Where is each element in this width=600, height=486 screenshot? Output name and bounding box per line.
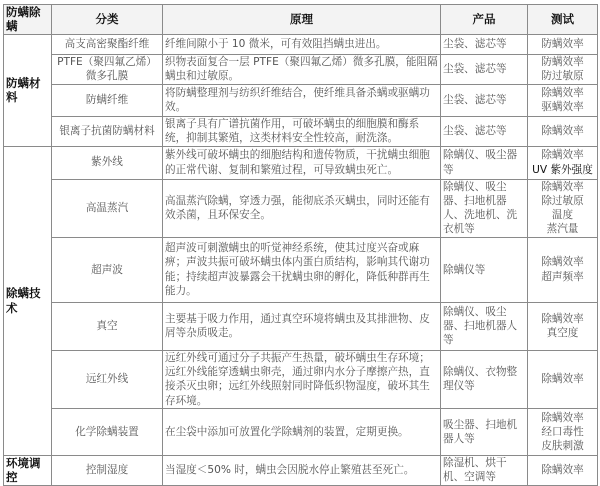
test-item: 除螨效率: [541, 180, 584, 193]
test-item: 防螨效率: [541, 55, 584, 68]
test-item: 除螨效率: [541, 464, 584, 477]
test-item: 经口毒性: [541, 425, 584, 438]
test-item: 驱螨效率: [541, 101, 584, 114]
test-item: 真空度: [546, 327, 579, 340]
category-cell: 紫外线: [52, 146, 163, 179]
principle-cell: 紫外线可破坏螨虫的细胞结构和遗传物质，干扰螨虫细胞的正常代谢、复制和繁殖过程，可导致螨虫死亡。: [163, 146, 441, 179]
product-cell: 除螨仪、衣物整理仪等: [441, 350, 528, 408]
principle-cell: 在尘袋中添加可放置化学除螨剂的装置，定期更换。: [163, 408, 441, 455]
table-row: [4, 408, 598, 455]
product-cell: 除螨仪、吸尘器等: [441, 146, 528, 179]
test-item: 除螨效率: [541, 256, 584, 269]
principle-cell: 将防螨整理剂与纺织纤维结合，使纤维具备杀螨或驱螨功效。: [163, 84, 441, 116]
table-container: [3, 4, 597, 486]
principle-cell: 远红外线可通过分子共振产生热量，破坏螨虫生存环境；远红外线能穿透螨虫卵壳，通过卵内水分子摩擦产热，直接杀灭虫卵；远红外线照射同时降低织物湿度，破坏其生存环境。: [163, 350, 441, 408]
test-item: 防过敏原: [541, 70, 584, 83]
category-cell: 真空: [52, 302, 163, 350]
principle-cell: 纤维间隙小于 10 微米，可有效阻挡螨虫进出。: [163, 34, 441, 54]
header-group: 防螨除螨: [4, 5, 52, 35]
test-cell: [528, 84, 598, 116]
table-row: [4, 84, 598, 116]
test-item: 防螨效率: [541, 37, 584, 50]
category-cell: 控制湿度: [52, 455, 163, 485]
principle-cell: 主要基于吸力作用，通过真空环境将螨虫及其排泄物、皮屑等杂质吸走。: [163, 302, 441, 350]
principle-cell: 当湿度＜50% 时，螨虫会因脱水停止繁殖甚至死亡。: [163, 455, 441, 485]
principle-cell: 银离子具有广谱抗菌作用，可破坏螨虫的细胞膜和酶系统，抑制其繁殖，这类材料安全性较高，耐洗涤。: [163, 116, 441, 146]
test-cell: [528, 54, 598, 84]
principle-cell: 织物表面复合一层 PTFE（聚四氟乙烯）微多孔膜，能阻隔螨虫和过敏原。: [163, 54, 441, 84]
test-item: 除螨效率: [541, 149, 584, 162]
test-item: 除螨效率: [541, 86, 584, 99]
group-cell: 除螨技术: [4, 146, 52, 455]
category-cell: 超声波: [52, 237, 163, 302]
test-cell: [528, 146, 598, 179]
product-cell: 吸尘器、扫地机器人等: [441, 408, 528, 455]
product-cell: 除螨仪等: [441, 237, 528, 302]
product-cell: 除湿机、烘干机、空调等: [441, 455, 528, 485]
test-item: 超声频率: [541, 270, 584, 283]
category-cell: 高支高密聚酯纤维: [52, 34, 163, 54]
table-row: [4, 179, 598, 237]
product-cell: 除螨仪、吸尘器、扫地机器人、洗地机、洗衣机等: [441, 179, 528, 237]
test-cell: [528, 350, 598, 408]
group-cell: 防螨材料: [4, 34, 52, 146]
group-cell: 环境调控: [4, 455, 52, 485]
category-cell: 化学除螨装置: [52, 408, 163, 455]
principle-cell: 高温蒸汽除螨，穿透力强，能彻底杀灭螨虫，同时还能有效杀菌，且环保安全。: [163, 179, 441, 237]
category-cell: 远红外线: [52, 350, 163, 408]
table-row: [4, 455, 598, 485]
test-cell: [528, 455, 598, 485]
mite-control-table: [3, 4, 598, 486]
product-cell: 尘袋、滤芯等: [441, 84, 528, 116]
test-item: UV 紫外强度: [532, 163, 593, 176]
test-item: 除螨效率: [541, 373, 584, 386]
test-cell: [528, 116, 598, 146]
test-cell: [528, 34, 598, 54]
category-cell: PTFE（聚四氟乙烯）微多孔膜: [52, 54, 163, 84]
principle-cell: 超声波可刺激螨虫的听觉神经系统，使其过度兴奋或麻痹；声波共振可破坏螨虫体内蛋白质结构，影响其代谢功能；持续超声波暴露会干扰螨虫卵的孵化，降低种群再生能力。: [163, 237, 441, 302]
test-cell: [528, 408, 598, 455]
table-row: [4, 116, 598, 146]
test-item: 温度: [551, 209, 574, 222]
product-cell: 尘袋、滤芯等: [441, 34, 528, 54]
table-row: [4, 34, 598, 54]
header-row: [4, 5, 598, 35]
header-product: 产品: [441, 5, 528, 35]
test-item: 除螨效率: [541, 124, 584, 137]
product-cell: 除螨仪、吸尘器、扫地机器人等: [441, 302, 528, 350]
test-item: 皮肤刺激: [541, 440, 584, 453]
test-cell: [528, 302, 598, 350]
category-cell: 高温蒸汽: [52, 179, 163, 237]
product-cell: 尘袋、滤芯等: [441, 54, 528, 84]
category-cell: 银离子抗菌防螨材料: [52, 116, 163, 146]
test-cell: [528, 237, 598, 302]
test-item: 除螨效率: [541, 411, 584, 424]
product-cell: 尘袋、滤芯等: [441, 116, 528, 146]
table-row: [4, 146, 598, 179]
header-category: 分类: [52, 5, 163, 35]
header-test: 测试: [528, 5, 598, 35]
test-item: 蒸汽量: [546, 223, 579, 236]
test-item: 除过敏原: [541, 194, 584, 207]
table-row: [4, 237, 598, 302]
table-row: [4, 302, 598, 350]
test-cell: [528, 179, 598, 237]
header-principle: 原理: [163, 5, 441, 35]
table-row: [4, 54, 598, 84]
category-cell: 防螨纤维: [52, 84, 163, 116]
table-row: [4, 350, 598, 408]
test-item: 除螨效率: [541, 312, 584, 325]
